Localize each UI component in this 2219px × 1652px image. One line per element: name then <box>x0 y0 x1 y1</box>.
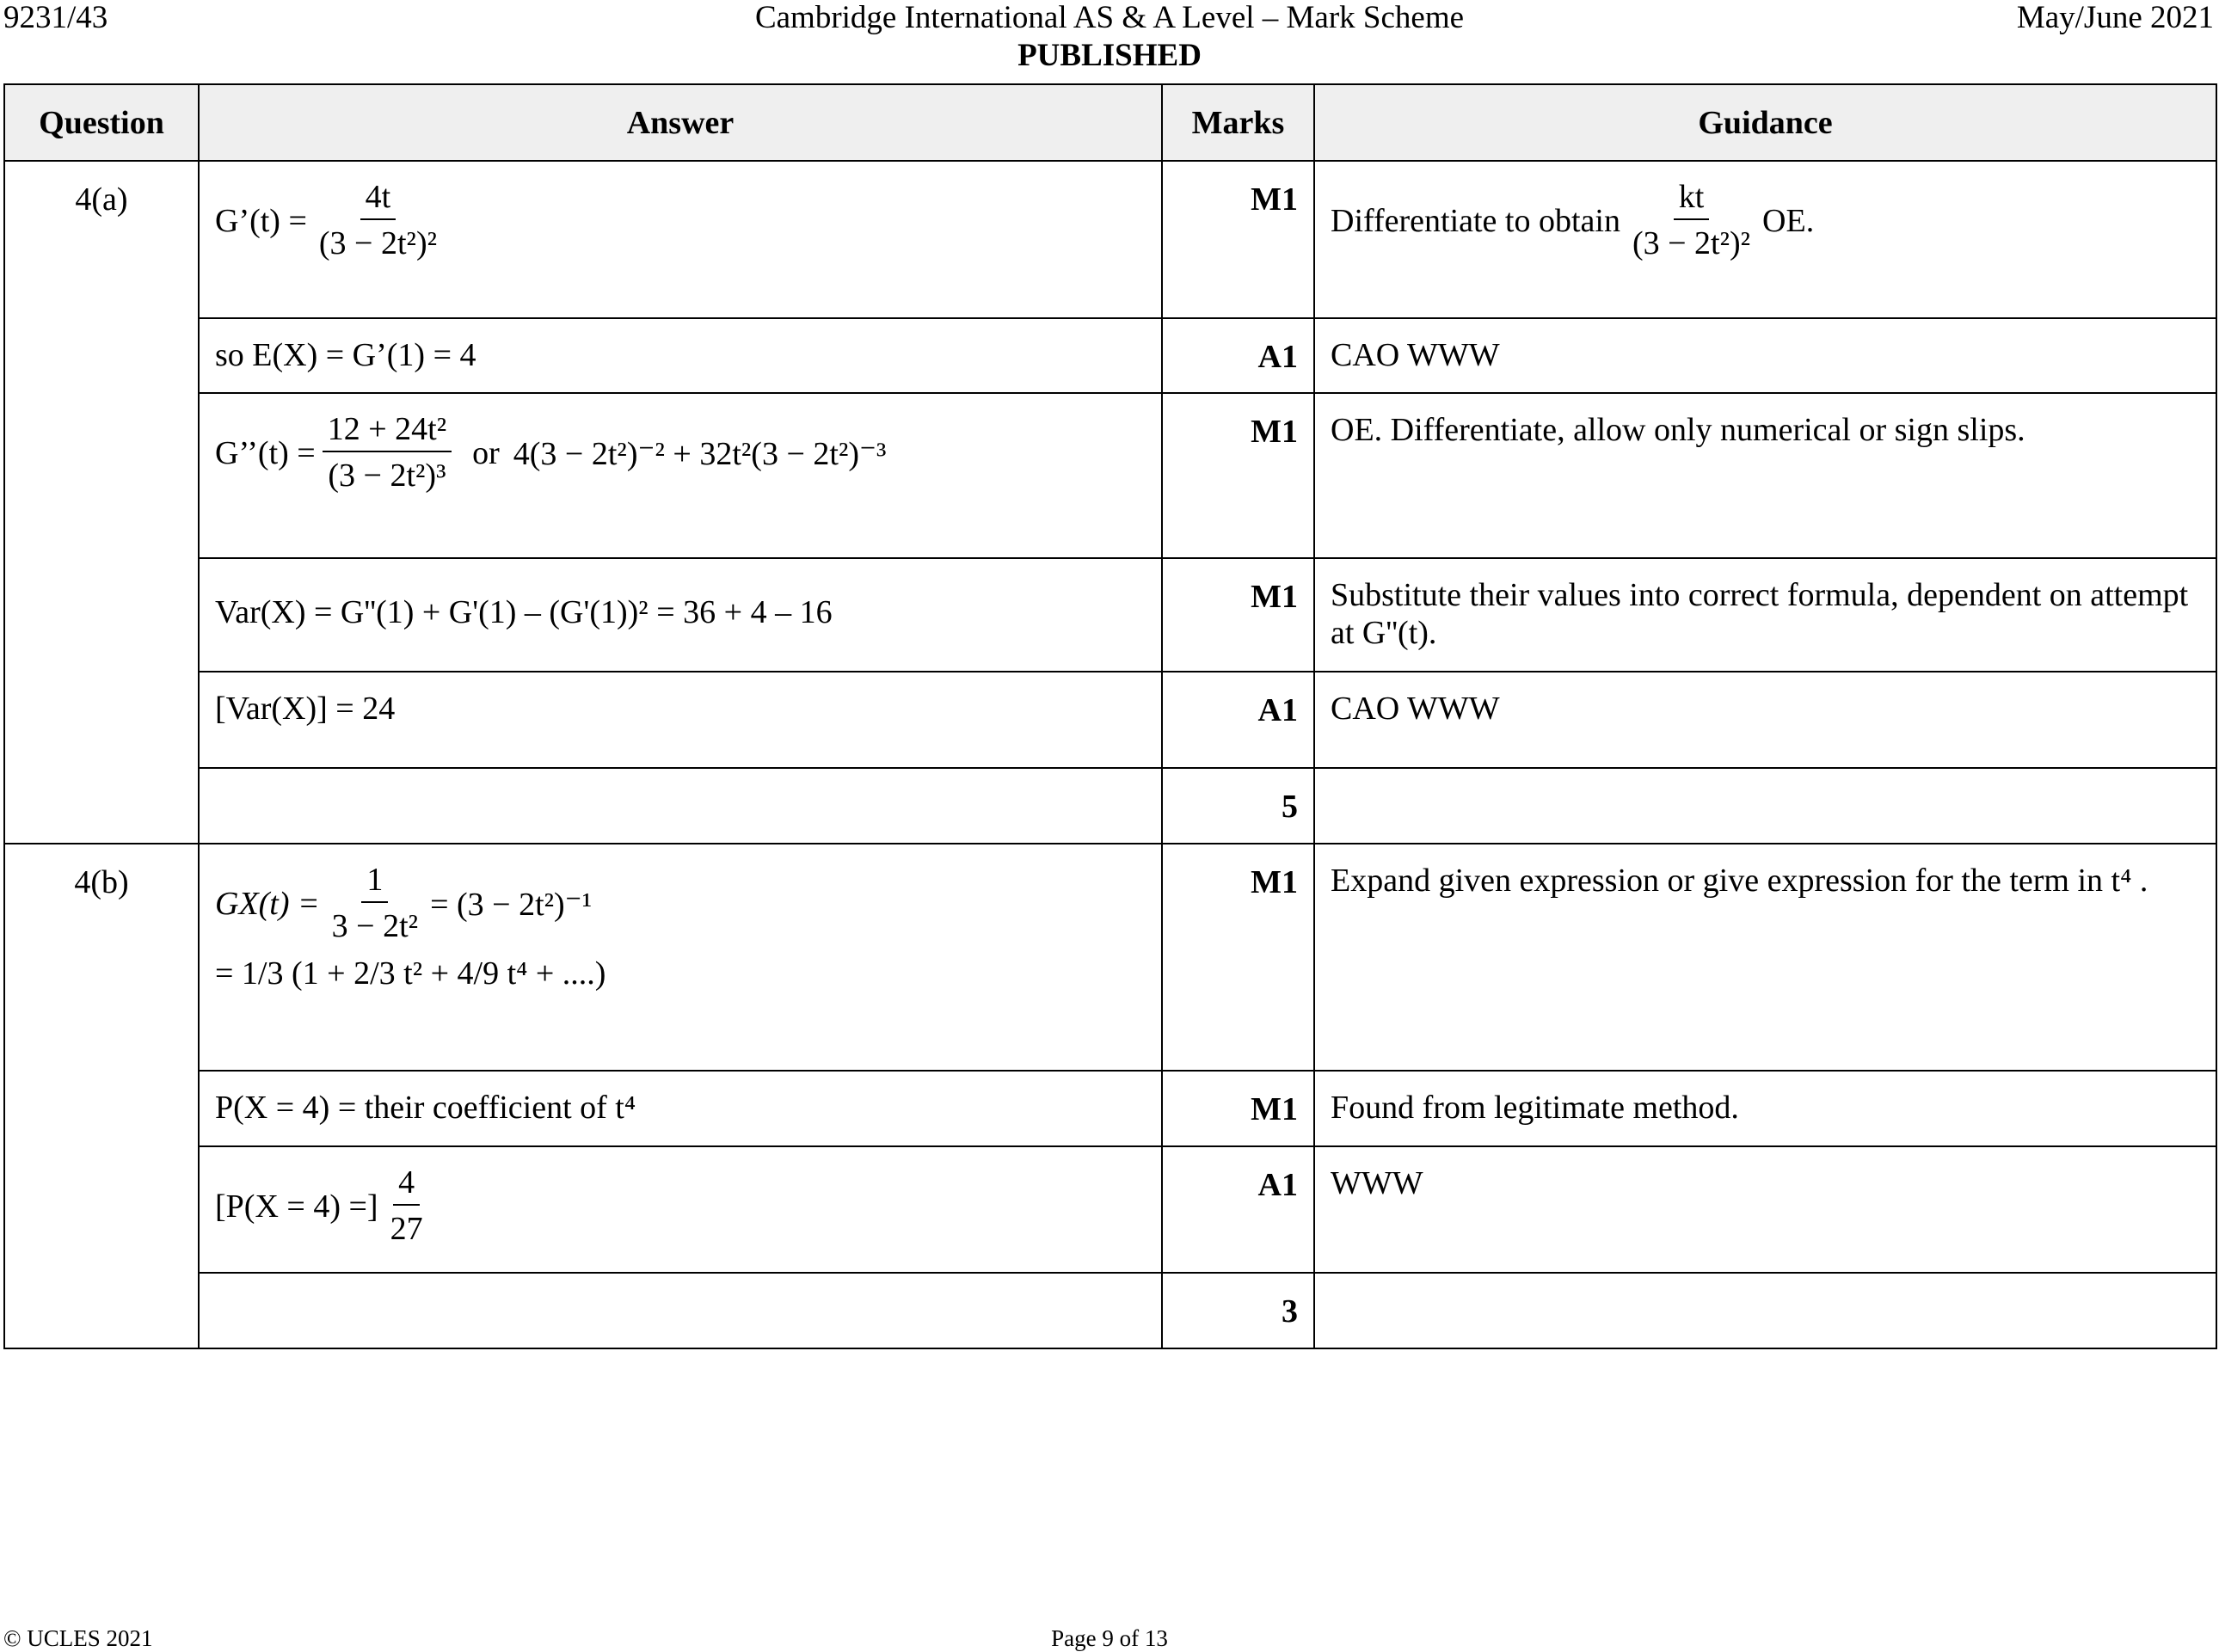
answer-cell: P(X = 4) = their coefficient of t⁴ <box>199 1071 1162 1146</box>
fraction-numerator: 12 + 24t² <box>323 411 452 452</box>
answer-cell <box>199 393 1162 558</box>
guidance-cell: WWW <box>1314 1146 2216 1273</box>
total-marks: 3 <box>1162 1273 1314 1348</box>
table-row-total <box>4 768 2216 844</box>
fraction-numerator: 4 <box>393 1164 420 1206</box>
mark-scheme-table <box>3 83 2217 1349</box>
column-header-marks: Marks <box>1162 84 1314 161</box>
mark-cell: A1 <box>1162 672 1314 768</box>
mark-cell: M1 <box>1162 1071 1314 1146</box>
answer-cell-empty <box>199 1273 1162 1348</box>
fraction <box>323 411 452 495</box>
guidance-cell: CAO WWW <box>1314 318 2216 393</box>
answer-alternative: 4(3 − 2t²)⁻² + 32t²(3 − 2t²)⁻³ <box>513 435 887 472</box>
answer-cell <box>199 161 1162 318</box>
answer-cell: Var(X) = G''(1) + G'(1) – (G'(1))² = 36 + 4 – 16 <box>199 558 1162 672</box>
total-marks: 5 <box>1162 768 1314 844</box>
exam-session: May/June 2021 <box>2016 0 2214 35</box>
answer-cell <box>199 1146 1162 1273</box>
mark-cell: M1 <box>1162 393 1314 558</box>
table-row-total <box>4 1273 2216 1348</box>
guidance-cell-empty <box>1314 1273 2216 1348</box>
guidance-cell: OE. Differentiate, allow only numerical or sign slips. <box>1314 393 2216 558</box>
column-header-guidance: Guidance <box>1314 84 2216 161</box>
answer-lhs: G’’(t) = <box>215 435 316 471</box>
table-row <box>4 1071 2216 1146</box>
question-label-4b: 4(b) <box>4 844 199 1348</box>
answer-lhs: G’(t) = <box>215 203 307 239</box>
fraction <box>314 179 442 263</box>
column-header-question: Question <box>4 84 199 161</box>
table-row <box>4 318 2216 393</box>
table-header-row <box>4 84 2216 161</box>
answer-cell: [Var(X)] = 24 <box>199 672 1162 768</box>
copyright-notice: © UCLES 2021 <box>3 1625 153 1651</box>
fraction <box>327 862 423 946</box>
mark-cell: A1 <box>1162 318 1314 393</box>
fraction-denominator: (3 − 2t²)³ <box>328 458 446 494</box>
guidance-text: Differentiate to obtain <box>1331 203 1620 239</box>
page-number: Page 9 of 13 <box>1051 1625 1168 1651</box>
table-row <box>4 393 2216 558</box>
guidance-text: OE. <box>1762 203 1815 239</box>
fraction-denominator: 27 <box>390 1211 423 1247</box>
guidance-cell: Expand given expression or give expression for the term in t⁴ . <box>1314 844 2216 1071</box>
answer-expansion: = 1/3 (1 + 2/3 t² + 4/9 t⁴ + ....) <box>215 955 606 992</box>
fraction-numerator: kt <box>1674 179 1710 220</box>
table-row <box>4 558 2216 672</box>
published-label: PUBLISHED <box>1017 38 1202 73</box>
mark-cell: M1 <box>1162 844 1314 1071</box>
guidance-cell <box>1314 161 2216 318</box>
guidance-cell: Found from legitimate method. <box>1314 1071 2216 1146</box>
table-row <box>4 161 2216 318</box>
answer-lhs: GX(t) = <box>215 886 320 922</box>
document-title: Cambridge International AS & A Level – Mark Scheme <box>754 0 1465 35</box>
fraction-numerator: 1 <box>361 862 388 903</box>
table-row <box>4 1146 2216 1273</box>
question-label-4a: 4(a) <box>4 161 199 844</box>
fraction <box>385 1164 428 1249</box>
guidance-cell-empty <box>1314 768 2216 844</box>
column-header-answer: Answer <box>199 84 1162 161</box>
table-row <box>4 672 2216 768</box>
answer-cell <box>199 844 1162 1071</box>
fraction-denominator: (3 − 2t²)² <box>1632 225 1751 261</box>
fraction <box>1627 179 1755 263</box>
mark-cell: A1 <box>1162 1146 1314 1273</box>
answer-rhs: = (3 − 2t²)⁻¹ <box>430 886 593 923</box>
fraction-numerator: 4t <box>360 179 396 220</box>
table-row <box>4 844 2216 1071</box>
answer-or: or <box>472 435 500 471</box>
fraction-denominator: (3 − 2t²)² <box>318 225 437 261</box>
paper-code: 9231/43 <box>3 0 108 35</box>
guidance-cell: CAO WWW <box>1314 672 2216 768</box>
guidance-cell: Substitute their values into correct formula, dependent on attempt at G''(t). <box>1314 558 2216 672</box>
mark-cell: M1 <box>1162 161 1314 318</box>
fraction-denominator: 3 − 2t² <box>331 908 419 944</box>
answer-cell: so E(X) = G’(1) = 4 <box>199 318 1162 393</box>
answer-lhs: [P(X = 4) =] <box>215 1188 378 1225</box>
answer-cell-empty <box>199 768 1162 844</box>
mark-cell: M1 <box>1162 558 1314 672</box>
